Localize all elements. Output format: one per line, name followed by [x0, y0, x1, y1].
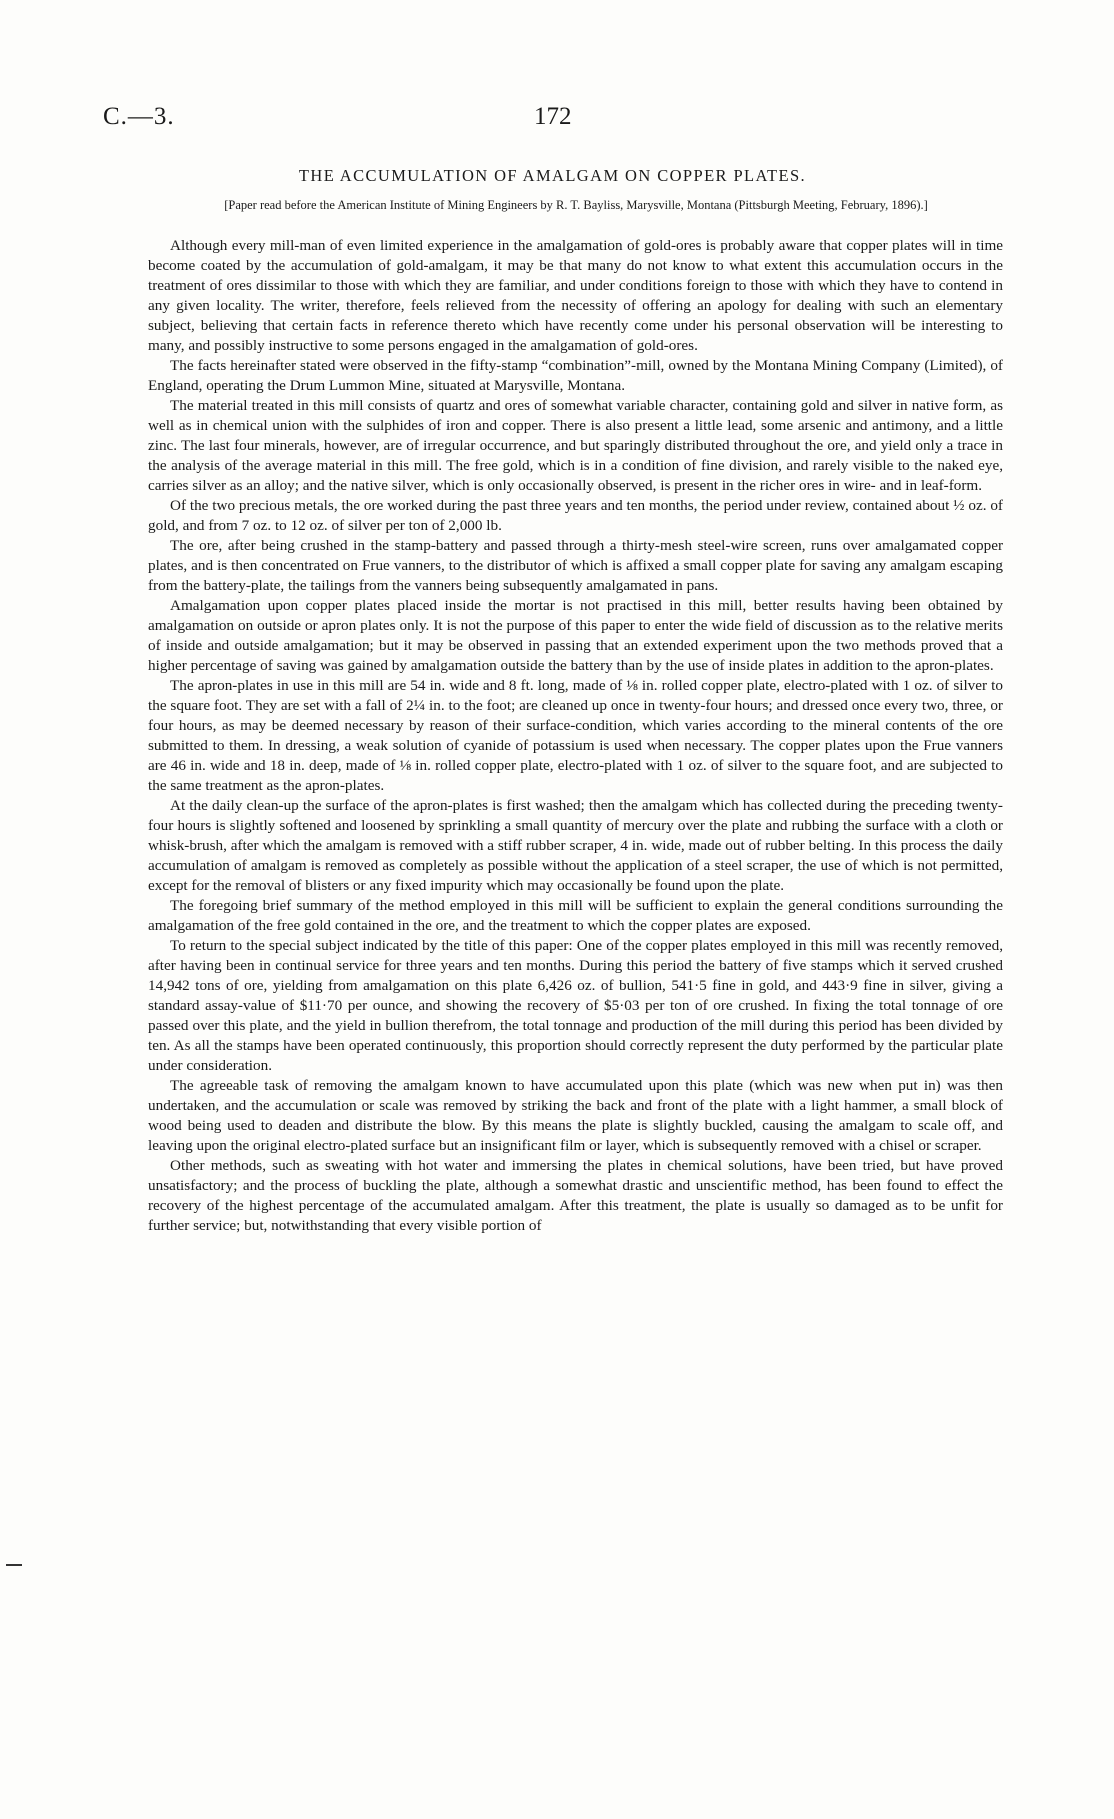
- running-head: [103, 103, 1002, 133]
- paragraph: Although every mill-man of even limited experience in the amalgamation of gold-ores is probably aware that copper plates will in time become coated by the accumulation of gold-amalgam, it may be that many do not know to what extent this accumulation occurs in the treatment of ores dissimilar to those with which they are familiar, and under conditions foreign to those with which they have to contend in any given locality. The writer, therefore, feels relieved from the necessity of offering an apology for dealing with such an elementary subject, believing that certain facts in reference thereto which have recently come under his personal observation will be interesting to many, and possibly instructive to some persons engaged in the amalgamation of gold-ores.: [148, 237, 1003, 354]
- page-number: 172: [534, 103, 572, 130]
- article-subtitle: [Paper read before the American Institute of Mining Engineers by R. T. Bayliss, Marysville, Montana (Pittsburgh Meeting, February, 1896).]: [224, 198, 928, 212]
- article-title: THE ACCUMULATION OF AMALGAM ON COPPER PLATES.: [298, 166, 807, 185]
- article-body: [148, 236, 1003, 1236]
- paragraph: The material treated in this mill consists of quartz and ores of somewhat variable character, containing gold and silver in native form, as well as in chemical union with the sulphides of iron and copper. There is also present a little lead, some arsenic and antimony, and a little zinc. The last four minerals, however, are of irregular occurrence, and but sparingly distributed throughout the ore, and yield only a trace in the analysis of the average material in this mill. The free gold, which is in a condition of fine division, and rarely visible to the naked eye, carries silver as an alloy; and the native silver, which is only occasionally observed, is present in the richer ores in wire- and in leaf-form.: [148, 397, 1003, 494]
- paragraph: Of the two precious metals, the ore worked during the past three years and ten months, the period under review, contained about ½ oz. of gold, and from 7 oz. to 12 oz. of silver per ton of 2,000 lb.: [148, 497, 1003, 534]
- paragraph: To return to the special subject indicated by the title of this paper: One of the copper plates employed in this mill was recently removed, after having been in continual service for three years and ten months. During this period the battery of five stamps which it served crushed 14,942 tons of ore, yielding from amalgamation on this plate 6,426 oz. of bullion, 541·5 fine in gold, and 443·9 fine in silver, giving a standard assay-value of $11·70 per ounce, and showing the recovery of $5·03 per ton of ore crushed. In fixing the total tonnage of ore passed over this plate, and the yield in bullion therefrom, the total tonnage and production of the mill during this period has been divided by ten. As all the stamps have been operated continuously, this proportion should correctly represent the duty performed by the particular plate under consideration.: [148, 937, 1003, 1074]
- paragraph: The foregoing brief summary of the method employed in this mill will be sufficient to explain the general conditions surrounding the amalgamation of the free gold contained in the ore, and the treatment to which the copper plates are exposed.: [148, 897, 1003, 934]
- margin-mark: [6, 1564, 22, 1566]
- paragraph: The apron-plates in use in this mill are 54 in. wide and 8 ft. long, made of ⅛ in. rolled copper plate, electro-plated with 1 oz. of silver to the square foot. They are set with a fall of 2¼ in. to the foot; are cleaned up once in twenty-four hours; and dressed once every two, three, or four hours, as may be deemed necessary by reason of their surface-condition, which varies according to the mineral contents of the ore submitted to them. In dressing, a weak solution of cyanide of potassium is used when necessary. The copper plates upon the Frue vanners are 46 in. wide and 18 in. deep, made of ⅛ in. rolled copper plate, electro-plated with 1 oz. of silver to the square foot, and are subjected to the same treatment as the apron-plates.: [148, 677, 1003, 794]
- paragraph: Amalgamation upon copper plates placed inside the mortar is not practised in this mill, better results having been obtained by amalgamation on outside or apron plates only. It is not the purpose of this paper to enter the wide field of discussion as to the relative merits of inside and outside amalgamation; but it may be observed in passing that an extended experiment upon the two methods proved that a higher percentage of saving was gained by amalgamation outside the battery than by the use of inside plates in addition to the apron-plates.: [148, 597, 1003, 674]
- paragraph: The agreeable task of removing the amalgam known to have accumulated upon this plate (which was new when put in) was then undertaken, and the accumulation or scale was removed by striking the back and front of the plate with a light hammer, a small block of wood being used to deaden and distribute the blow. By this means the plate is slightly buckled, causing the amalgam to scale off, and leaving upon the original electro-plated surface but an insignificant film or layer, which is subsequently removed with a chisel or scraper.: [148, 1077, 1003, 1154]
- paragraph: Other methods, such as sweating with hot water and immersing the plates in chemical solutions, have been tried, but have proved unsatisfactory; and the process of buckling the plate, although a somewhat drastic and unscientific method, has been found to effect the recovery of the highest percentage of the accumulated amalgam. After this treatment, the plate is usually so damaged as to be unfit for further service; but, notwithstanding that every visible portion of: [148, 1157, 1003, 1234]
- paragraph: At the daily clean-up the surface of the apron-plates is first washed; then the amalgam which has collected during the preceding twenty-four hours is slightly softened and loosened by sprinkling a small quantity of mercury over the plate and rubbing the surface with a cloth or whisk-brush, after which the amalgam is removed with a stiff rubber scraper, 4 in. wide, made out of rubber belting. In this process the daily accumulation of amalgam is removed as completely as possible without the application of a steel scraper, the use of which is not permitted, except for the removal of blisters or any fixed impurity which may occasionally be found upon the plate.: [148, 797, 1003, 894]
- document-reference: C.—3.: [103, 103, 175, 130]
- paragraph: The ore, after being crushed in the stamp-battery and passed through a thirty-mesh steel-wire screen, runs over amalgamated copper plates, and is then concentrated on Frue vanners, to the distributor of which is affixed a small copper plate for saving any amalgam escaping from the battery-plate, the tailings from the vanners being subsequently amalgamated in pans.: [148, 537, 1003, 594]
- paragraph: The facts hereinafter stated were observed in the fifty-stamp “combination”-mill, owned by the Montana Mining Company (Limited), of England, operating the Drum Lummon Mine, situated at Marysville, Montana.: [148, 357, 1003, 394]
